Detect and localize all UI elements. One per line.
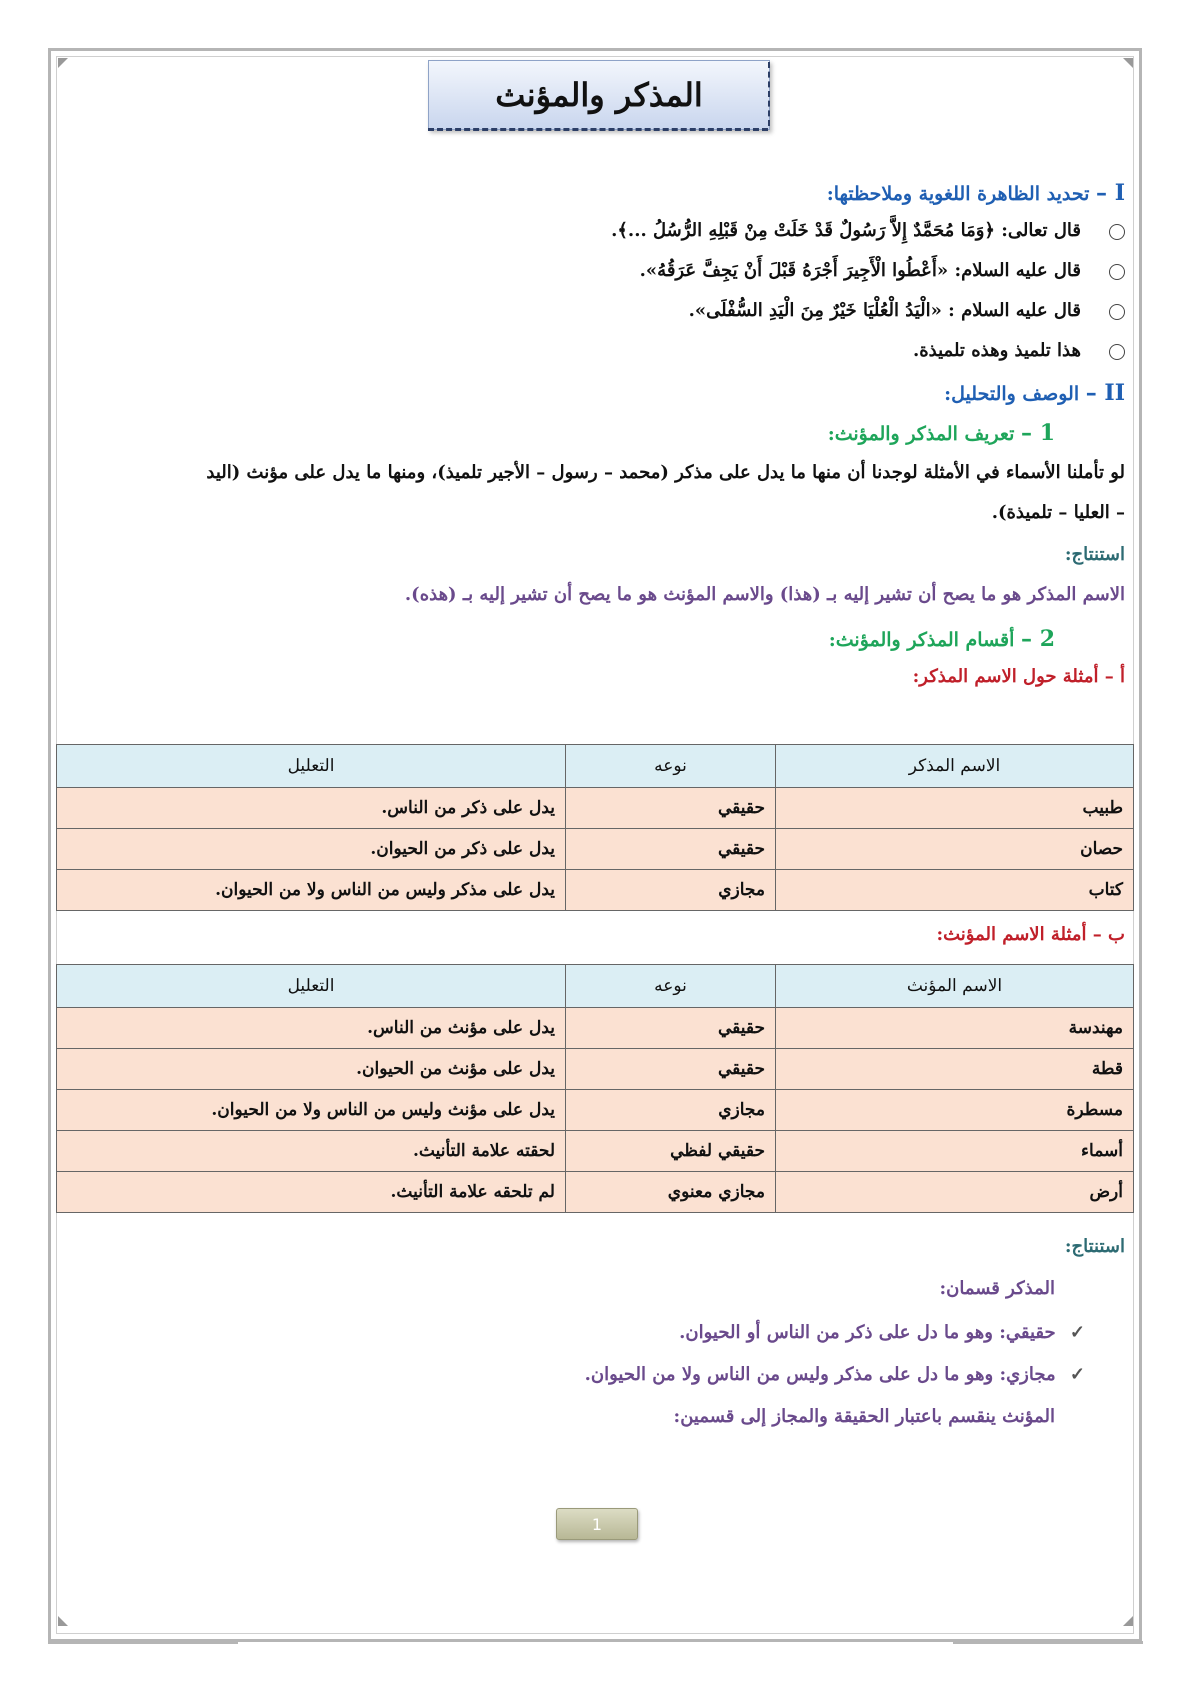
subsection-2-heading — [829, 626, 1055, 652]
example-prefix: قال عليه السلام : — [948, 300, 1081, 321]
example-prefix: قال تعالى: — [1001, 220, 1081, 241]
check-item-text: مجازي: وهو ما دل على مذكر وليس من الناس ولا من الحيوان. — [584, 1364, 1056, 1385]
example-item — [689, 300, 1125, 321]
title-underline — [428, 128, 768, 131]
table-cell: أسماء — [776, 1131, 1134, 1172]
example-item — [913, 340, 1125, 361]
table-header-cell: الاسم المذكر — [776, 745, 1134, 788]
paragraph-line: – العليا – تلميذة). — [991, 502, 1125, 523]
page-number: 1 — [556, 1508, 638, 1540]
section-1-heading — [827, 180, 1125, 206]
table-cell: حقيقي — [566, 788, 776, 829]
table-cell: يدل على ذكر من الناس. — [57, 788, 566, 829]
page-title: المذكر والمؤنث — [428, 60, 770, 130]
section-2-title: الوصف والتحليل: — [944, 383, 1080, 405]
table-header-row — [57, 745, 1134, 788]
example-item — [640, 260, 1125, 281]
table-cell: مجازي — [566, 1090, 776, 1131]
footer-line-right — [953, 1641, 1143, 1644]
table-header-cell: نوعه — [566, 965, 776, 1008]
table-cell: حقيقي — [566, 1049, 776, 1090]
table-row — [57, 788, 1134, 829]
circle-bullet-icon — [1109, 224, 1125, 240]
conclusion-label: استنتاج: — [1064, 1236, 1125, 1257]
checkmark-icon: ✓ — [1069, 1364, 1085, 1385]
masculine-examples-table — [56, 744, 1134, 911]
table-cell: يدل على ذكر من الحيوان. — [57, 829, 566, 870]
title-side-bar — [768, 62, 770, 126]
fem-table-caption: ب – أمثلة الاسم المؤنث: — [936, 924, 1125, 945]
section-2-number: II – — [1085, 380, 1125, 406]
table-cell: حقيقي — [566, 1008, 776, 1049]
example-prefix: قال عليه السلام: — [954, 260, 1081, 281]
table-cell: يدل على مذكر وليس من الناس ولا من الحيوان. — [57, 870, 566, 911]
masc-table-caption: أ – أمثلة حول الاسم المذكر: — [912, 666, 1125, 687]
conclusion-label: استنتاج: — [1064, 544, 1125, 565]
circle-bullet-icon — [1109, 264, 1125, 280]
table-cell: حقيقي لفظي — [566, 1131, 776, 1172]
section-1-number: I – — [1096, 180, 1125, 206]
example-quote: ﴿وَمَا مُحَمَّدٌ إِلاَّ رَسُولٌ قَدْ خَلَتْ مِنْ قَبْلِهِ الرُّسُلُ ...﴾. — [611, 220, 995, 241]
table-cell: مجازي — [566, 870, 776, 911]
table-header-cell: نوعه — [566, 745, 776, 788]
check-item — [679, 1322, 1085, 1343]
subsection-1-heading — [828, 420, 1055, 446]
table-header-row — [57, 965, 1134, 1008]
subsection-1-number: 1 – — [1021, 420, 1055, 446]
table-cell: يدل على مؤنث من الناس. — [57, 1008, 566, 1049]
table-cell: كتاب — [776, 870, 1134, 911]
conclusion-text: الاسم المذكر هو ما يصح أن تشير إليه بـ (هذا) والاسم المؤنث هو ما يصح أن تشير إليه بـ (هذه). — [404, 584, 1125, 605]
table-row — [57, 1049, 1134, 1090]
table-row — [57, 1090, 1134, 1131]
section-1-title: تحديد الظاهرة اللغوية وملاحظتها: — [826, 183, 1090, 205]
feminine-examples-table — [56, 964, 1134, 1213]
corner-ornament — [1123, 58, 1133, 68]
example-item — [611, 220, 1125, 241]
table-cell: يدل على مؤنث من الحيوان. — [57, 1049, 566, 1090]
example-quote: «أَعْطُوا الْأَجِيرَ أَجْرَهُ قَبْلَ أَنْ يَجِفَّ عَرَقُهُ». — [639, 260, 949, 281]
table-cell: قطة — [776, 1049, 1134, 1090]
table-cell: حصان — [776, 829, 1134, 870]
table-header-cell: التعليل — [57, 745, 566, 788]
table-cell: لم تلحقه علامة التأنيث. — [57, 1172, 566, 1213]
subsection-2-title: أقسام المذكر والمؤنث: — [828, 629, 1015, 651]
table-row — [57, 870, 1134, 911]
fem-division-title: المؤنث ينقسم باعتبار الحقيقة والمجاز إلى قسمين: — [673, 1406, 1055, 1427]
table-cell: أرض — [776, 1172, 1134, 1213]
subsection-1-title: تعريف المذكر والمؤنث: — [827, 423, 1015, 445]
table-cell: طبيب — [776, 788, 1134, 829]
example-quote: «الْيَدُ الْعُلْيَا خَيْرٌ مِنَ الْيَدِ السُّفْلَى». — [688, 300, 942, 321]
corner-ornament — [1123, 1616, 1133, 1626]
table-header-cell: التعليل — [57, 965, 566, 1008]
table-cell: مجازي معنوي — [566, 1172, 776, 1213]
section-2-heading — [944, 380, 1125, 406]
corner-ornament — [58, 58, 68, 68]
check-item — [585, 1364, 1085, 1385]
table-header-cell: الاسم المؤنث — [776, 965, 1134, 1008]
table-cell: مسطرة — [776, 1090, 1134, 1131]
table-row — [57, 1008, 1134, 1049]
table-row — [57, 829, 1134, 870]
table-cell: حقيقي — [566, 829, 776, 870]
circle-bullet-icon — [1109, 304, 1125, 320]
paragraph-line: لو تأملنا الأسماء في الأمثلة لوجدنا أن منها ما يدل على مذكر (محمد – رسول – الأجير تلميذ)، ومنها ما يدل على مؤنث (اليد — [206, 462, 1125, 483]
subsection-2-number: 2 – — [1021, 626, 1055, 652]
table-cell: مهندسة — [776, 1008, 1134, 1049]
check-item-text: حقيقي: وهو ما دل على ذكر من الناس أو الحيوان. — [679, 1322, 1056, 1343]
footer-line-left — [48, 1641, 238, 1644]
table-cell: لحقته علامة التأنيث. — [57, 1131, 566, 1172]
corner-ornament — [58, 1616, 68, 1626]
masc-division-title: المذكر قسمان: — [939, 1278, 1055, 1299]
table-row — [57, 1172, 1134, 1213]
checkmark-icon: ✓ — [1069, 1322, 1085, 1343]
table-row — [57, 1131, 1134, 1172]
example-prefix: هذا تلميذ وهذه تلميذة. — [912, 340, 1081, 361]
circle-bullet-icon — [1109, 344, 1125, 360]
table-cell: يدل على مؤنث وليس من الناس ولا من الحيوان. — [57, 1090, 566, 1131]
